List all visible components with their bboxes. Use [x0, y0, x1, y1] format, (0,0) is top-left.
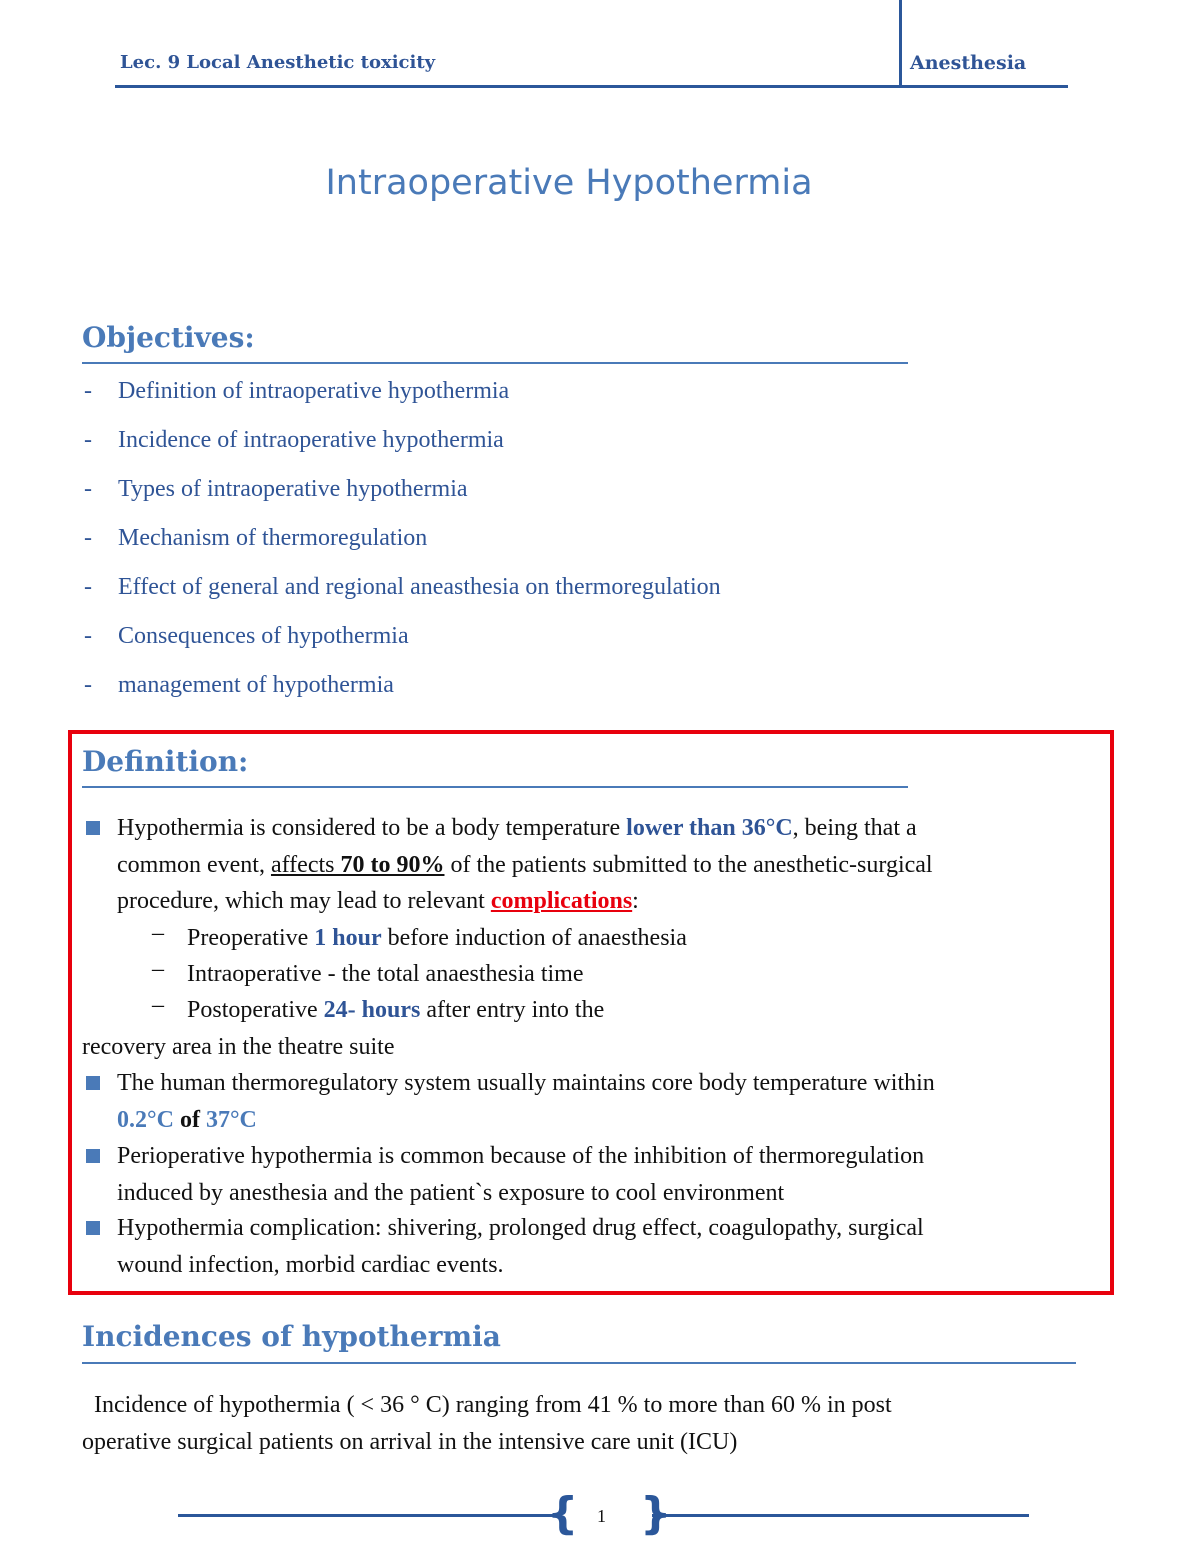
incidences-rule	[82, 1362, 1076, 1364]
incidences-line-1: Incidence of hypothermia ( < 36 ° C) ranging from 41 % to more than 60 % in post	[94, 1392, 892, 1418]
list-item: - Mechanism of thermoregulation	[84, 525, 428, 551]
definition-rule	[82, 786, 908, 788]
footer-rule-left	[178, 1514, 553, 1517]
definition-paragraph-4: Hypothermia complication: shivering, prolonged drug effect, coagulopathy, surgical wound infection, morbid cardiac events.	[117, 1215, 924, 1278]
definition-continuation: recovery area in the theatre suite	[82, 1034, 395, 1060]
definition-paragraph-1: Hypothermia is considered to be a body temperature lower than 36°C, being that a common event, affects 70 to 90% of the patients submitted to the anesthetic-surgical procedure, which may lead to relevant complications:	[117, 815, 933, 914]
header-subject: Anesthesia	[910, 52, 1027, 74]
page-number: 1	[597, 1506, 606, 1526]
dash-icon: –	[152, 920, 164, 946]
square-bullet-icon	[86, 1076, 100, 1090]
page-title: Intraoperative Hypothermia	[325, 163, 813, 203]
sub-item-intraoperative: Intraoperative - the total anaesthesia time	[187, 961, 584, 987]
definition-paragraph-3: Perioperative hypothermia is common because of the inhibition of thermoregulation induced by anesthesia and the patient`s exposure to cool environment	[117, 1143, 925, 1206]
sub-item-postoperative: Postoperative 24- hours after entry into the	[187, 997, 605, 1023]
square-bullet-icon	[86, 1221, 100, 1235]
objectives-rule	[82, 362, 908, 364]
header-vertical-rule	[899, 0, 902, 88]
incidences-line-2: operative surgical patients on arrival in the intensive care unit (ICU)	[82, 1429, 738, 1455]
definition-paragraph-2: The human thermoregulatory system usually maintains core body temperature within 0.2°C of 37°C	[117, 1070, 935, 1133]
definition-heading: Definition:	[82, 745, 249, 778]
list-item: - management of hypothermia	[84, 672, 394, 698]
dash-icon: –	[152, 992, 164, 1018]
objectives-heading: Objectives:	[82, 321, 255, 354]
sub-item-preoperative: Preoperative 1 hour before induction of anaesthesia	[187, 925, 687, 951]
footer-rule-right	[652, 1514, 1029, 1517]
header-rule	[115, 85, 1068, 88]
footer-brace-right-icon: }	[640, 1488, 672, 1539]
square-bullet-icon	[86, 821, 100, 835]
square-bullet-icon	[86, 1149, 100, 1163]
list-item: - Effect of general and regional aneasthesia on thermoregulation	[84, 574, 721, 600]
incidences-heading: Incidences of hypothermia	[82, 1320, 501, 1353]
dash-icon: –	[152, 956, 164, 982]
objectives-list	[82, 378, 721, 721]
footer-brace-left-icon: {	[547, 1488, 579, 1539]
list-item: - Consequences of hypothermia	[84, 623, 409, 649]
list-item: - Incidence of intraoperative hypothermia	[84, 427, 504, 453]
list-item: - Definition of intraoperative hypothermia	[84, 378, 510, 404]
list-item: - Types of intraoperative hypothermia	[84, 476, 468, 502]
header-lecture-title: Lec. 9 Local Anesthetic toxicity	[120, 52, 436, 73]
